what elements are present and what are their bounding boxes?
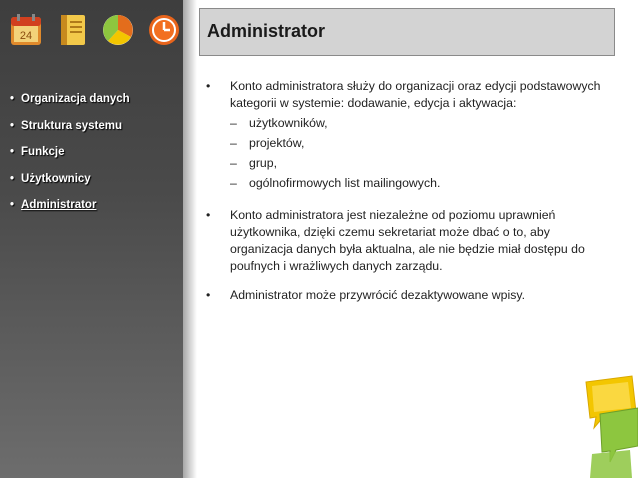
nav-bullet: • (10, 199, 15, 212)
sidebar-shadow (183, 0, 197, 478)
sub-item-text: grup, (249, 156, 278, 170)
nav-bullet: • (10, 172, 15, 185)
nav-item-label: Struktura systemu (21, 119, 123, 132)
nav-item-label: Funkcje (21, 146, 65, 159)
sub-item-text: projektów, (249, 136, 305, 150)
sub-item (230, 175, 606, 192)
sub-item (230, 115, 606, 132)
nav-item-struktura-systemu[interactable] (10, 113, 130, 140)
nav-item-administrator[interactable] (10, 192, 130, 219)
bullet-marker: • (206, 79, 211, 93)
app-icons (8, 12, 182, 48)
nav-item-uzytkownicy[interactable] (10, 166, 130, 193)
nav-item-organizacja-danych[interactable] (10, 86, 130, 113)
nav-bullet: • (10, 93, 15, 106)
dash-marker: – (230, 116, 237, 130)
bullet-text: Administrator może przywrócić dezaktywowane wpisy. (230, 288, 525, 302)
nav-item-funkcje[interactable] (10, 139, 130, 166)
notebook-icon[interactable] (54, 12, 90, 48)
speech-bubbles-icon (580, 374, 638, 478)
sub-item-text: ogólnofirmowych list mailingowych. (249, 176, 441, 190)
sub-list (230, 115, 606, 192)
calendar-icon[interactable] (8, 12, 44, 48)
sub-item (230, 135, 606, 152)
bullet-point (206, 207, 606, 275)
title-box (199, 8, 615, 56)
dash-marker: – (230, 136, 237, 150)
pie-chart-icon[interactable] (100, 12, 136, 48)
nav-menu (10, 86, 130, 219)
slide-content (206, 78, 606, 304)
nav-bullet: • (10, 146, 15, 159)
dash-marker: – (230, 156, 237, 170)
nav-item-label: Administrator (21, 199, 97, 212)
bullet-point (206, 78, 606, 192)
sub-item (230, 155, 606, 172)
bullet-marker: • (206, 288, 211, 302)
sidebar (0, 0, 183, 478)
bullet-point (206, 287, 606, 304)
dash-marker: – (230, 176, 237, 190)
bullet-marker: • (206, 208, 211, 222)
nav-bullet: • (10, 119, 15, 132)
nav-item-label: Organizacja danych (21, 93, 130, 106)
bullet-text: Konto administratora jest niezależne od poziomu uprawnień użytkownika, dzięki czemu sekretariat może dbać o to, aby organizacja danych była aktualna, ale nie będzie miał dostępu do poufnych i wrażliwych danych zarządu. (230, 208, 585, 273)
page-title: Administrator (207, 21, 326, 41)
calendar-badge: 24 (19, 30, 33, 42)
sub-item-text: użytkowników, (249, 116, 328, 130)
bullet-text: Konto administratora służy do organizacji oraz edycji podstawowych kategorii w systemie: dodawanie, edycja i aktywacja: (230, 79, 601, 110)
clock-icon[interactable] (146, 12, 182, 48)
nav-item-label: Użytkownicy (21, 172, 91, 185)
